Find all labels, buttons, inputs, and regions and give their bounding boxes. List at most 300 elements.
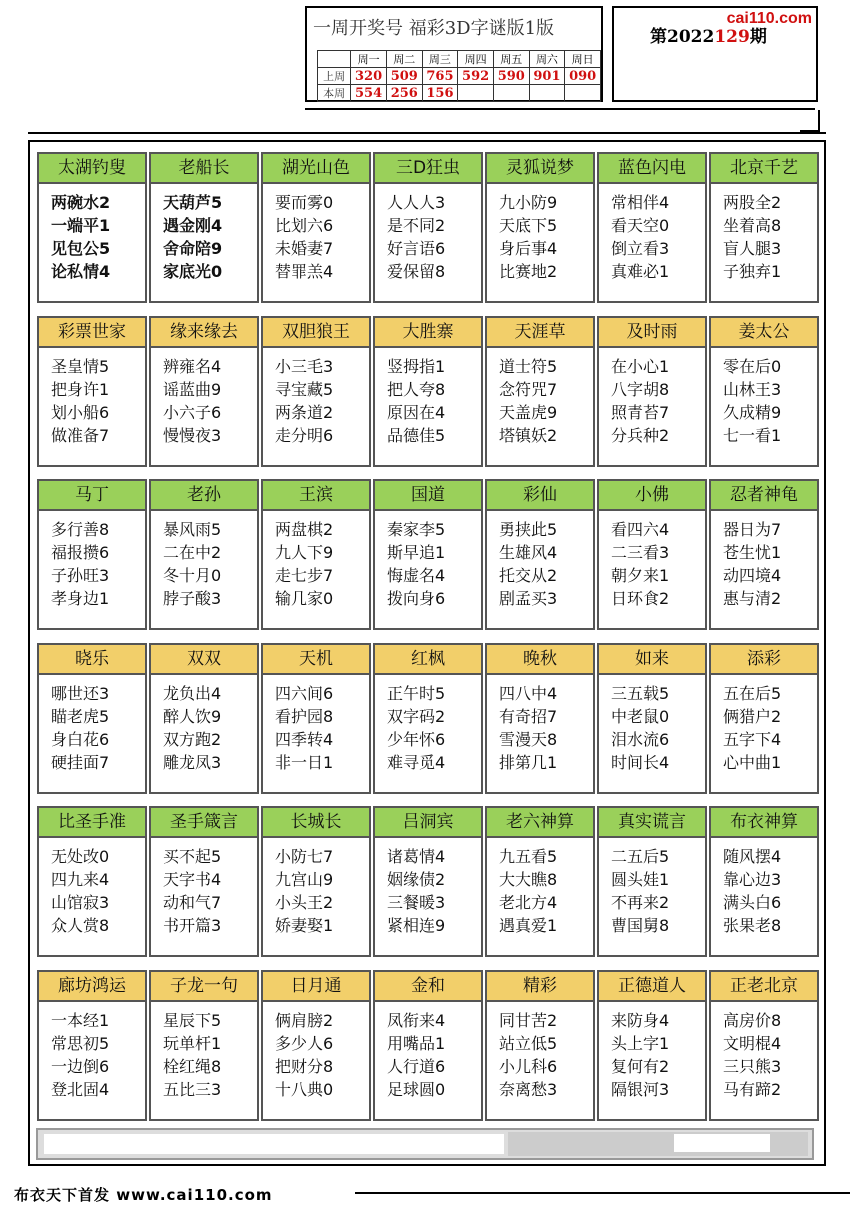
- puzzle-line: 看天空0: [611, 216, 670, 235]
- puzzle-line: 四八中4: [499, 684, 558, 703]
- puzzle-line: 排第几1: [499, 753, 558, 772]
- puzzle-line: 栓红绳8: [163, 1057, 222, 1076]
- day-label: 周六: [529, 51, 565, 68]
- puzzle-card: [485, 970, 595, 1121]
- puzzle-card-lines: [375, 1002, 481, 1101]
- puzzle-card: [485, 806, 595, 957]
- puzzle-card-title: 蓝色闪电: [599, 154, 705, 184]
- puzzle-line: 动四境4: [723, 566, 782, 585]
- puzzle-card: [597, 806, 707, 957]
- puzzle-line: 辨雍名4: [163, 357, 222, 376]
- puzzle-line: 五比三3: [163, 1080, 222, 1099]
- puzzle-card-title: 红枫: [375, 645, 481, 675]
- puzzle-card-lines: [599, 675, 705, 774]
- puzzle-line: 暴风雨5: [163, 520, 222, 539]
- puzzle-line: 两条道2: [275, 403, 334, 422]
- issue-number: [650, 22, 767, 47]
- puzzle-line: 三只熊3: [723, 1057, 782, 1076]
- puzzle-line: 三餐暖3: [387, 893, 446, 912]
- puzzle-card: [149, 152, 259, 303]
- puzzle-line: 姻缘债2: [387, 870, 446, 889]
- puzzle-line: 星辰下5: [163, 1011, 222, 1030]
- puzzle-line: 心中曲1: [723, 753, 782, 772]
- puzzle-line: 二三看3: [611, 543, 670, 562]
- puzzle-card-title: 天机: [263, 645, 369, 675]
- puzzle-line: 两股全2: [723, 193, 782, 212]
- puzzle-card: [37, 806, 147, 957]
- puzzle-line: 走分明6: [275, 426, 334, 445]
- puzzle-line: 朝夕来1: [611, 566, 670, 585]
- puzzle-line: 好言语6: [387, 239, 446, 258]
- puzzle-card-lines: [263, 1002, 369, 1101]
- puzzle-line: 小三毛3: [275, 357, 334, 376]
- day-label: 周日: [565, 51, 601, 68]
- puzzle-line: 舍命陪9: [163, 239, 223, 258]
- puzzle-line: 足球圆0: [387, 1080, 446, 1099]
- puzzle-line: 大大瞧8: [499, 870, 558, 889]
- draw-number: [565, 85, 601, 102]
- draw-number: 554: [351, 85, 387, 102]
- puzzle-line: 身后事4: [499, 239, 558, 258]
- puzzle-card-lines: [487, 184, 593, 283]
- puzzle-card: [597, 970, 707, 1121]
- puzzle-line: 比赛地2: [499, 262, 558, 281]
- puzzle-card-lines: [599, 348, 705, 447]
- puzzle-line: 走七步7: [275, 566, 334, 585]
- puzzle-card-lines: [263, 838, 369, 937]
- puzzle-line: 脖子酸3: [163, 589, 222, 608]
- puzzle-line: 一边倒6: [51, 1057, 110, 1076]
- puzzle-line: 在小心1: [611, 357, 670, 376]
- puzzle-line: 爱保留8: [387, 262, 446, 281]
- puzzle-line: 念符咒7: [499, 380, 558, 399]
- puzzle-card: [709, 152, 819, 303]
- puzzle-line: 把人夸8: [387, 380, 446, 399]
- puzzle-line: 把财分8: [275, 1057, 334, 1076]
- puzzle-card: [37, 970, 147, 1121]
- day-header-row: [318, 51, 601, 68]
- draw-number: 590: [493, 68, 529, 85]
- issue-code: 129: [714, 27, 750, 47]
- puzzle-line: 奈离愁3: [499, 1080, 558, 1099]
- puzzle-card: [37, 152, 147, 303]
- puzzle-line: 零在后0: [723, 357, 782, 376]
- puzzle-card-title: 王滨: [263, 481, 369, 511]
- puzzle-card-title: 正德道人: [599, 972, 705, 1002]
- divider-corner: [800, 110, 820, 132]
- puzzle-card: [261, 643, 371, 794]
- puzzle-line: 双方跑2: [163, 730, 222, 749]
- puzzle-line: 四九来4: [51, 870, 110, 889]
- puzzle-line: 高房价8: [723, 1011, 782, 1030]
- puzzle-line: 四六间6: [275, 684, 334, 703]
- puzzle-line: 雪漫天8: [499, 730, 558, 749]
- puzzle-card-title: 子龙一句: [151, 972, 257, 1002]
- puzzle-card: [597, 152, 707, 303]
- puzzle-line: 冬十月0: [163, 566, 222, 585]
- puzzle-card: [709, 970, 819, 1121]
- puzzle-card-title: 湖光山色: [263, 154, 369, 184]
- puzzle-card: [597, 479, 707, 630]
- puzzle-card: [261, 152, 371, 303]
- puzzle-line: 塔镇妖2: [499, 426, 558, 445]
- puzzle-line: 勇挟此5: [499, 520, 558, 539]
- puzzle-card-lines: [487, 838, 593, 937]
- puzzle-line: 双字码2: [387, 707, 446, 726]
- puzzle-card-lines: [599, 838, 705, 937]
- puzzle-line: 是不同2: [387, 216, 446, 235]
- puzzle-card-title: 比圣手准: [39, 808, 145, 838]
- puzzle-card-lines: [711, 348, 817, 447]
- puzzle-card-lines: [151, 511, 257, 610]
- puzzle-line: 山馆寂3: [51, 893, 110, 912]
- puzzle-card-title: 晓乐: [39, 645, 145, 675]
- puzzle-line: 满头白6: [723, 893, 782, 912]
- puzzle-card-lines: [39, 511, 145, 610]
- puzzle-line: 子孙旺3: [51, 566, 110, 585]
- puzzle-card-lines: [487, 511, 593, 610]
- puzzle-card: [485, 643, 595, 794]
- puzzle-line: 五在后5: [723, 684, 782, 703]
- puzzle-card-lines: [151, 184, 257, 283]
- puzzle-card-title: 双双: [151, 645, 257, 675]
- puzzle-line: 划小船6: [51, 403, 110, 422]
- puzzle-card-lines: [711, 1002, 817, 1101]
- puzzle-card-lines: [39, 1002, 145, 1101]
- divider: [28, 132, 826, 134]
- puzzle-card: [261, 479, 371, 630]
- puzzle-line: 硬挂面7: [51, 753, 110, 772]
- puzzle-line: 遇真爱1: [499, 916, 558, 935]
- puzzle-line: 要而雾0: [275, 193, 334, 212]
- puzzle-line: 器日为7: [723, 520, 782, 539]
- puzzle-card-title: 金和: [375, 972, 481, 1002]
- puzzle-card-lines: [375, 511, 481, 610]
- puzzle-line: 同甘苦2: [499, 1011, 558, 1030]
- puzzle-line: 苍生忧1: [723, 543, 782, 562]
- puzzle-card-title: 大胜寨: [375, 318, 481, 348]
- puzzle-line: 悔虚名4: [387, 566, 446, 585]
- puzzle-card-lines: [39, 184, 145, 283]
- puzzle-card-title: 真实谎言: [599, 808, 705, 838]
- puzzle-line: 盲人腿3: [723, 239, 782, 258]
- footer-divider: [355, 1192, 850, 1194]
- draw-number: 320: [351, 68, 387, 85]
- puzzle-card-title: 老六神算: [487, 808, 593, 838]
- puzzle-card-title: 三D狂虫: [375, 154, 481, 184]
- puzzle-card-lines: [151, 675, 257, 774]
- puzzle-line: 分兵种2: [611, 426, 670, 445]
- puzzle-line: 家底光0: [163, 262, 223, 281]
- puzzle-line: 诸葛情4: [387, 847, 446, 866]
- puzzle-line: 有奇招7: [499, 707, 558, 726]
- puzzle-line: 娇妻娶1: [275, 916, 334, 935]
- puzzle-card-title: 晚秋: [487, 645, 593, 675]
- puzzle-line: 复何有2: [611, 1057, 670, 1076]
- puzzle-card-lines: [263, 348, 369, 447]
- puzzle-line: 隔银河3: [611, 1080, 670, 1099]
- puzzle-card: [373, 479, 483, 630]
- puzzle-card: [373, 643, 483, 794]
- puzzle-line: 看护园8: [275, 707, 334, 726]
- puzzle-line: 龙负出4: [163, 684, 222, 703]
- puzzle-card: [37, 316, 147, 467]
- puzzle-line: 俩猎户2: [723, 707, 782, 726]
- puzzle-line: 头上字1: [611, 1034, 670, 1053]
- puzzle-line: 二五后5: [611, 847, 670, 866]
- puzzle-line: 少年怀6: [387, 730, 446, 749]
- puzzle-line: 雕龙凤3: [163, 753, 222, 772]
- puzzle-line: 身白花6: [51, 730, 110, 749]
- puzzle-line: 拨向身6: [387, 589, 446, 608]
- puzzle-line: 九人下9: [275, 543, 334, 562]
- draw-number: [458, 85, 494, 102]
- puzzle-card: [149, 316, 259, 467]
- puzzle-card-title: 布衣神算: [711, 808, 817, 838]
- puzzle-line: 倒立看3: [611, 239, 670, 258]
- puzzle-card-title: 小佛: [599, 481, 705, 511]
- puzzle-line: 谣蓝曲9: [163, 380, 222, 399]
- puzzle-line: 小防七7: [275, 847, 334, 866]
- puzzle-line: 俩肩膀2: [275, 1011, 334, 1030]
- puzzle-card: [37, 643, 147, 794]
- puzzle-line: 把身许1: [51, 380, 110, 399]
- puzzle-line: 剧孟买3: [499, 589, 558, 608]
- puzzle-line: 时间长4: [611, 753, 670, 772]
- puzzle-line: 文明棍4: [723, 1034, 782, 1053]
- puzzle-card: [149, 970, 259, 1121]
- puzzle-card-title: 缘来缘去: [151, 318, 257, 348]
- puzzle-card-lines: [711, 838, 817, 937]
- draw-number: 592: [458, 68, 494, 85]
- puzzle-line: 斯早追1: [387, 543, 446, 562]
- bottom-bar: [36, 1128, 814, 1160]
- puzzle-line: 日环食2: [611, 589, 670, 608]
- puzzle-line: 竖拇指1: [387, 357, 446, 376]
- puzzle-line: 常思初5: [51, 1034, 110, 1053]
- weekly-draw-table: [317, 50, 601, 102]
- puzzle-card: [597, 316, 707, 467]
- puzzle-card: [149, 479, 259, 630]
- puzzle-card-lines: [487, 1002, 593, 1101]
- issue-panel: [612, 6, 818, 102]
- puzzle-line: 天葫芦5: [163, 193, 223, 212]
- puzzle-line: 中老鼠0: [611, 707, 670, 726]
- day-label: 周一: [351, 51, 387, 68]
- puzzle-line: 照青苔7: [611, 403, 670, 422]
- this-week-row: [318, 85, 601, 102]
- puzzle-card-lines: [263, 675, 369, 774]
- puzzle-card-title: 马丁: [39, 481, 145, 511]
- puzzle-card-lines: [151, 348, 257, 447]
- puzzle-line: 众人赏8: [51, 916, 110, 935]
- puzzle-card: [261, 806, 371, 957]
- puzzle-card-title: 及时雨: [599, 318, 705, 348]
- puzzle-card-title: 廊坊鸿运: [39, 972, 145, 1002]
- puzzle-line: 圆头娃1: [611, 870, 670, 889]
- draw-number: 901: [529, 68, 565, 85]
- puzzle-line: 秦家李5: [387, 520, 446, 539]
- divider: [305, 108, 815, 110]
- puzzle-card-title: 忍者神龟: [711, 481, 817, 511]
- puzzle-line: 书开篇3: [163, 916, 222, 935]
- puzzle-line: 原因在4: [387, 403, 446, 422]
- puzzle-line: 七一看1: [723, 426, 782, 445]
- puzzle-line: 动和气7: [163, 893, 222, 912]
- puzzle-line: 靠心边3: [723, 870, 782, 889]
- puzzle-card-lines: [263, 511, 369, 610]
- puzzle-line: 非一日1: [275, 753, 334, 772]
- puzzle-card-title: 双胆狼王: [263, 318, 369, 348]
- puzzle-line: 十八典0: [275, 1080, 334, 1099]
- puzzle-card: [373, 806, 483, 957]
- puzzle-line: 孝身边1: [51, 589, 110, 608]
- puzzle-line: 买不起5: [163, 847, 222, 866]
- puzzle-card-lines: [487, 675, 593, 774]
- puzzle-card-title: 北京千艺: [711, 154, 817, 184]
- puzzle-card-lines: [711, 511, 817, 610]
- puzzle-card-title: 吕洞宾: [375, 808, 481, 838]
- puzzle-line: 坐着高8: [723, 216, 782, 235]
- puzzle-card-title: 圣手箴言: [151, 808, 257, 838]
- site-logo: cai110.com: [726, 10, 812, 27]
- puzzle-line: 天字书4: [163, 870, 222, 889]
- puzzle-card-title: 正老北京: [711, 972, 817, 1002]
- puzzle-card-lines: [375, 184, 481, 283]
- puzzle-card: [485, 316, 595, 467]
- puzzle-line: 用嘴品1: [387, 1034, 446, 1053]
- puzzle-card: [149, 806, 259, 957]
- puzzle-card: [37, 479, 147, 630]
- puzzle-line: 小头王2: [275, 893, 334, 912]
- puzzle-line: 品德佳5: [387, 426, 446, 445]
- puzzle-line: 玩单杆1: [163, 1034, 222, 1053]
- issue-prefix: 第2022: [650, 27, 715, 47]
- puzzle-line: 比划六6: [275, 216, 334, 235]
- this-week-label: 本周: [318, 85, 351, 102]
- puzzle-card-title: 长城长: [263, 808, 369, 838]
- puzzle-card-title: 彩仙: [487, 481, 593, 511]
- puzzle-card-lines: [151, 838, 257, 937]
- puzzle-card-title: 国道: [375, 481, 481, 511]
- puzzle-card: [709, 643, 819, 794]
- puzzle-card: [709, 479, 819, 630]
- puzzle-line: 三五载5: [611, 684, 670, 703]
- puzzle-line: 输几家0: [275, 589, 334, 608]
- puzzle-line: 道士符5: [499, 357, 558, 376]
- puzzle-line: 人人人3: [387, 193, 446, 212]
- puzzle-card: [485, 479, 595, 630]
- puzzle-line: 不再来2: [611, 893, 670, 912]
- puzzle-line: 五字下4: [723, 730, 782, 749]
- puzzle-card: [373, 152, 483, 303]
- bottom-bar-panel: [674, 1134, 770, 1152]
- puzzle-line: 久成精9: [723, 403, 782, 422]
- puzzle-card-lines: [711, 675, 817, 774]
- puzzle-line: 真难必1: [611, 262, 670, 281]
- puzzle-card-title: 天涯草: [487, 318, 593, 348]
- puzzle-line: 两碗水2: [51, 193, 111, 212]
- puzzle-line: 站立低5: [499, 1034, 558, 1053]
- puzzle-line: 天底下5: [499, 216, 558, 235]
- puzzle-line: 替罪羔4: [275, 262, 334, 281]
- footer-text: 布衣天下首发 www.cai110.com: [14, 1186, 273, 1204]
- day-label: 周四: [458, 51, 494, 68]
- puzzle-line: 小儿科6: [499, 1057, 558, 1076]
- puzzle-card: [373, 970, 483, 1121]
- puzzle-line: 八字胡8: [611, 380, 670, 399]
- puzzle-card: [485, 152, 595, 303]
- draw-number: 509: [386, 68, 422, 85]
- puzzle-line: 人行道6: [387, 1057, 446, 1076]
- puzzle-line: 九五看5: [499, 847, 558, 866]
- puzzle-line: 论私情4: [51, 262, 111, 281]
- draw-number: 156: [422, 85, 458, 102]
- draw-number: 256: [386, 85, 422, 102]
- bottom-bar-panel: [44, 1134, 504, 1154]
- puzzle-card-lines: [711, 184, 817, 283]
- day-label: 周三: [422, 51, 458, 68]
- puzzle-line: 九宫山9: [275, 870, 334, 889]
- puzzle-card-lines: [151, 1002, 257, 1101]
- draw-number: [493, 85, 529, 102]
- puzzle-line: 醉人饮9: [163, 707, 222, 726]
- puzzle-card-title: 灵狐说梦: [487, 154, 593, 184]
- puzzle-card-title: 添彩: [711, 645, 817, 675]
- puzzle-line: 未婚妻7: [275, 239, 334, 258]
- puzzle-card: [261, 970, 371, 1121]
- puzzle-line: 慢慢夜3: [163, 426, 222, 445]
- puzzle-line: 遇金刚4: [163, 216, 223, 235]
- puzzle-card-lines: [375, 838, 481, 937]
- puzzle-line: 两盘棋2: [275, 520, 334, 539]
- puzzle-line: 马有蹄2: [723, 1080, 782, 1099]
- puzzle-line: 正午时5: [387, 684, 446, 703]
- puzzle-line: 哪世还3: [51, 684, 110, 703]
- weekly-draw-title: 一周开奖号 福彩3D字谜版1版: [313, 18, 555, 39]
- puzzle-line: 登北固4: [51, 1080, 110, 1099]
- draw-number: 765: [422, 68, 458, 85]
- day-label: 周二: [386, 51, 422, 68]
- draw-number: [529, 85, 565, 102]
- puzzle-line: 无处改0: [51, 847, 110, 866]
- puzzle-line: 子独弃1: [723, 262, 782, 281]
- puzzle-card-lines: [375, 675, 481, 774]
- puzzle-line: 福报攒6: [51, 543, 110, 562]
- puzzle-line: 来防身4: [611, 1011, 670, 1030]
- puzzle-card-lines: [39, 348, 145, 447]
- puzzle-line: 天盖虎9: [499, 403, 558, 422]
- puzzle-line: 惠与清2: [723, 589, 782, 608]
- puzzle-line: 曹国舅8: [611, 916, 670, 935]
- puzzle-line: 随风摆4: [723, 847, 782, 866]
- puzzle-line: 看四六4: [611, 520, 670, 539]
- puzzle-line: 老北方4: [499, 893, 558, 912]
- puzzle-card-title: 姜太公: [711, 318, 817, 348]
- puzzle-card: [597, 643, 707, 794]
- issue-suffix: 期: [749, 27, 767, 47]
- puzzle-card-title: 如来: [599, 645, 705, 675]
- puzzle-card-lines: [263, 184, 369, 283]
- puzzle-card-title: 彩票世家: [39, 318, 145, 348]
- puzzle-line: 瞄老虎5: [51, 707, 110, 726]
- puzzle-card: [261, 316, 371, 467]
- puzzle-line: 多行善8: [51, 520, 110, 539]
- puzzle-card-lines: [599, 511, 705, 610]
- puzzle-card-lines: [39, 838, 145, 937]
- puzzle-line: 多少人6: [275, 1034, 334, 1053]
- puzzle-line: 生雄风4: [499, 543, 558, 562]
